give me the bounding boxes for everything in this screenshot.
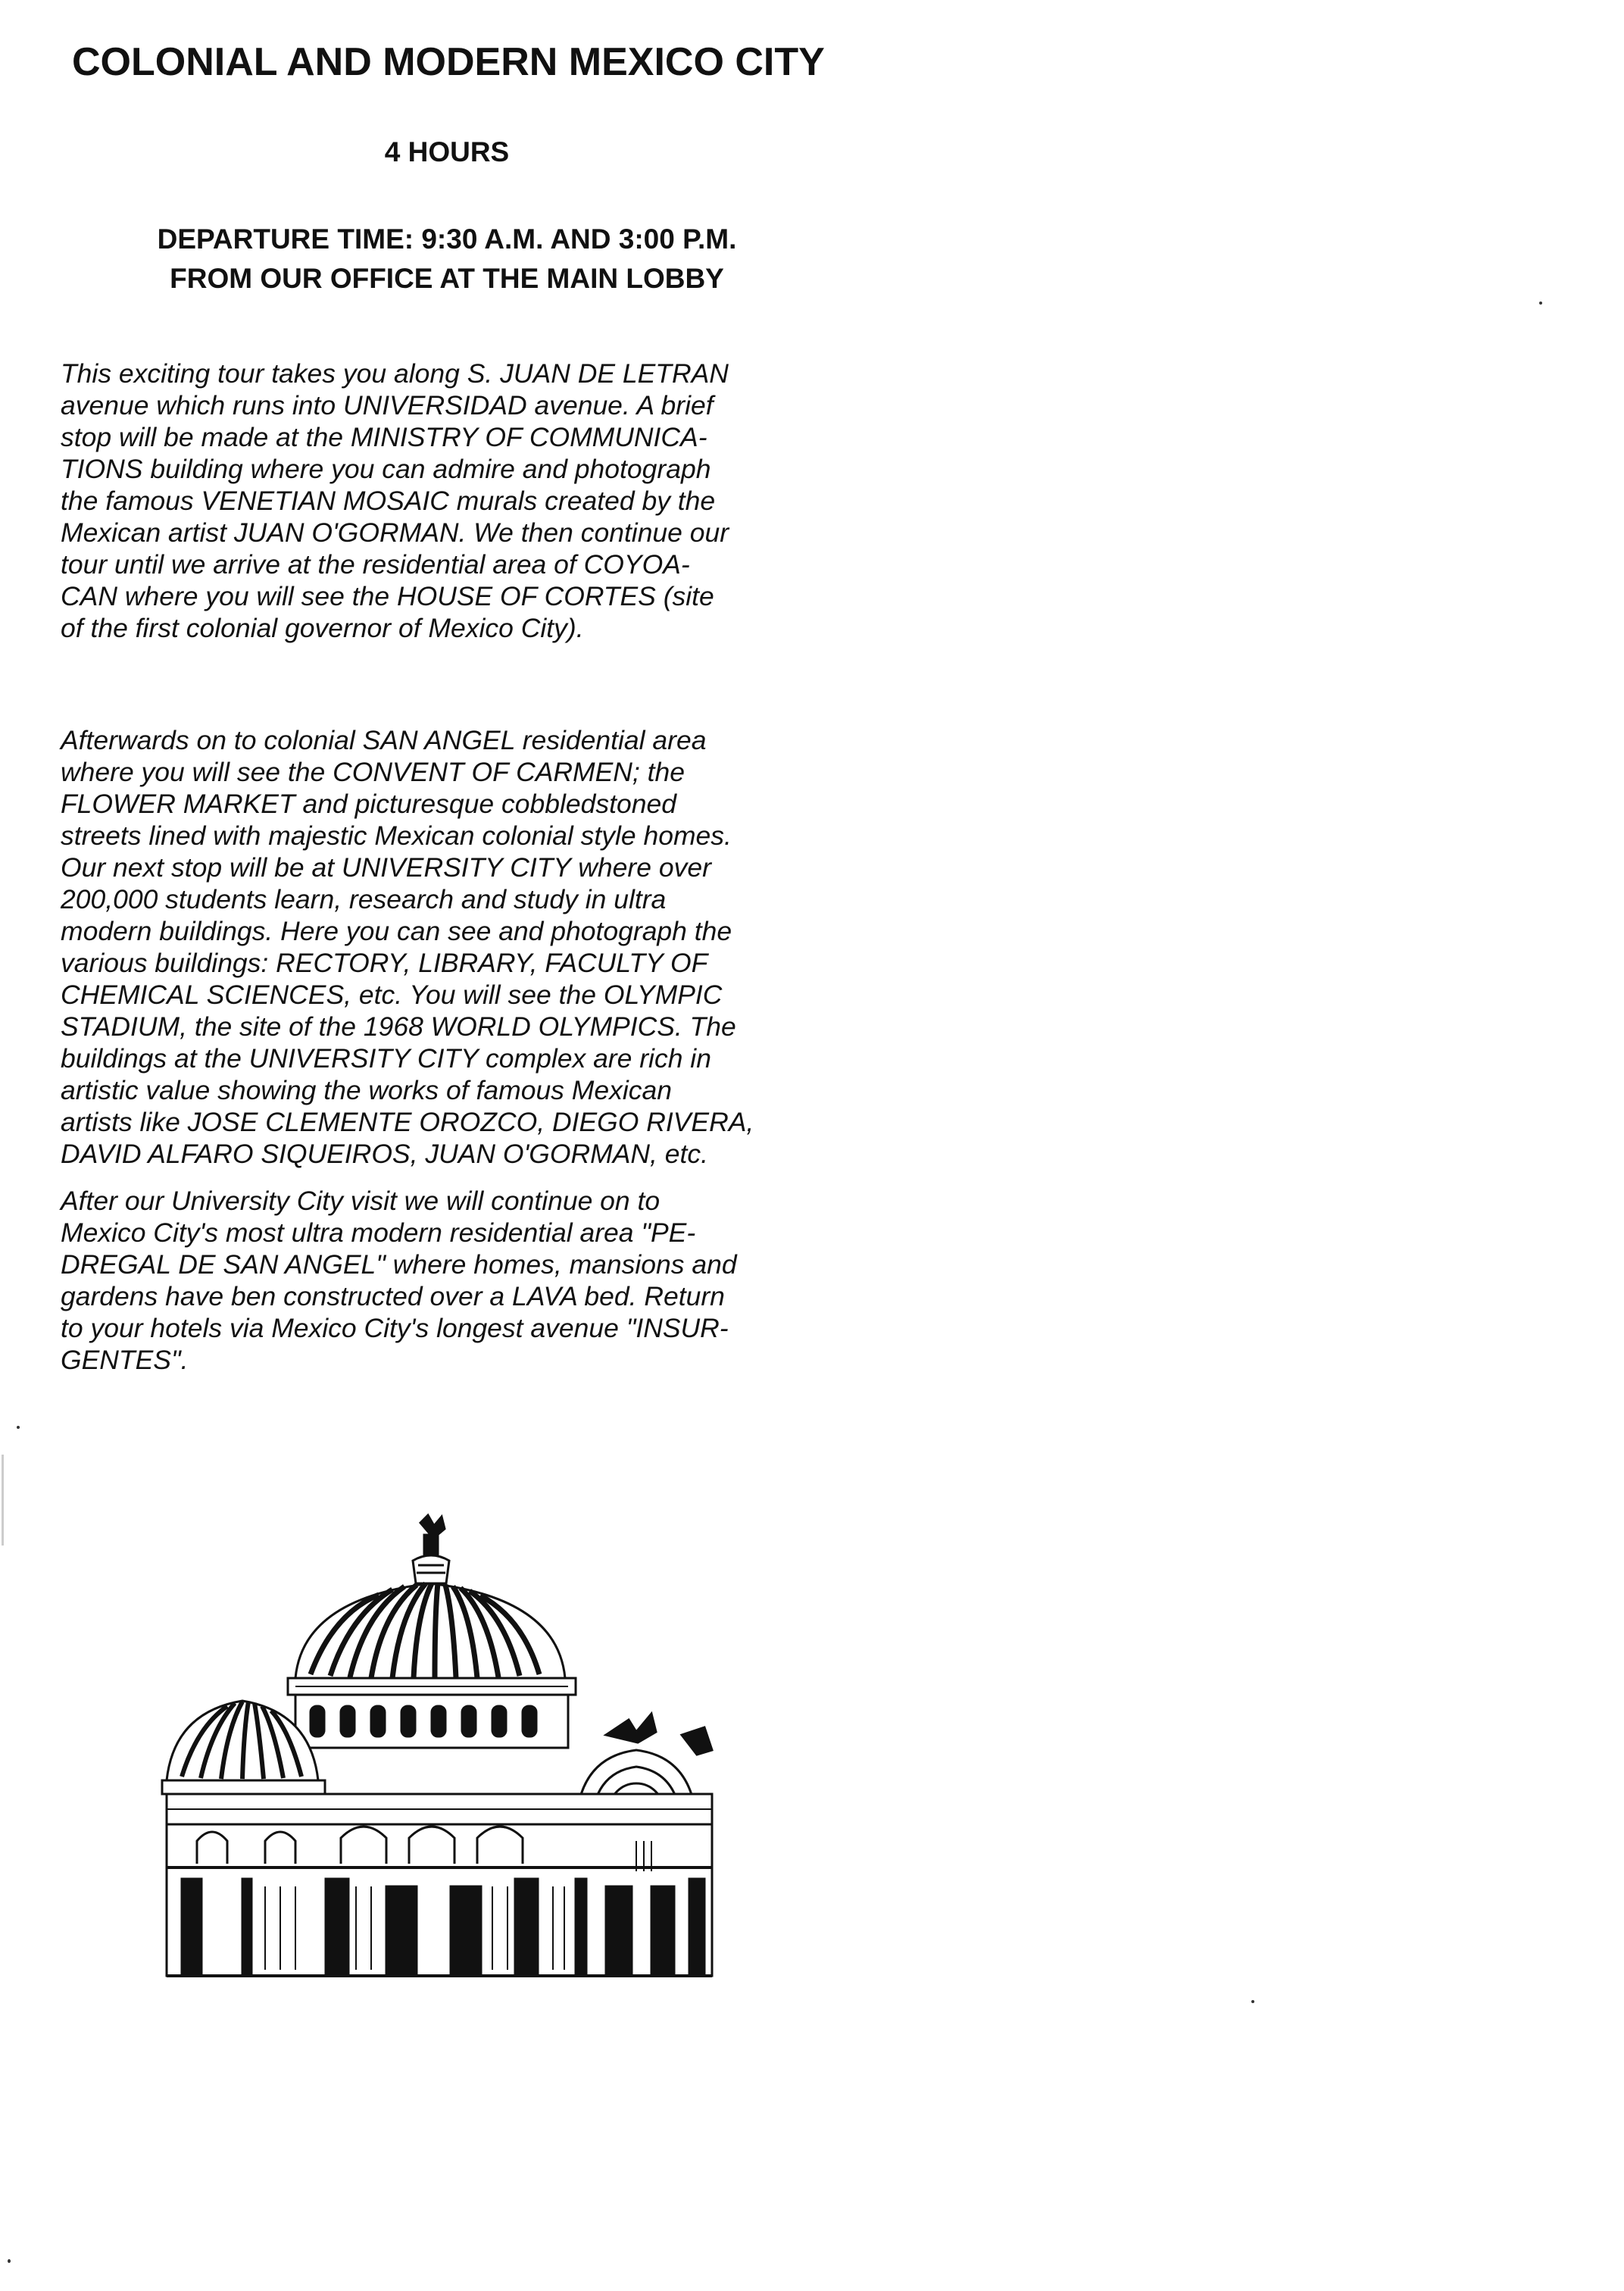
paragraph-line: FLOWER MARKET and picturesque cobbledstoned bbox=[61, 789, 676, 819]
paragraph-line: artists like JOSE CLEMENTE OROZCO, DIEGO RIVERA, bbox=[61, 1107, 754, 1137]
paragraph-line: where you will see the CONVENT OF CARMEN; the bbox=[61, 757, 685, 787]
departure-info bbox=[0, 220, 894, 298]
paragraph-line: modern buildings. Here you can see and photograph the bbox=[61, 916, 732, 946]
paragraph-line: CAN where you will see the HOUSE OF CORTES (site bbox=[61, 581, 714, 611]
paragraph-line: Mexico City's most ultra modern residential area "PE- bbox=[61, 1217, 696, 1248]
paragraph-line: STADIUM, the site of the 1968 WORLD OLYMPICS. The bbox=[61, 1011, 736, 1042]
paragraph-line: of the first colonial governor of Mexico City). bbox=[61, 613, 584, 643]
paragraph-line: CHEMICAL SCIENCES, etc. You will see the OLYMPIC bbox=[61, 980, 723, 1010]
paragraph-line: tour until we arrive at the residential area of COYOA- bbox=[61, 549, 690, 580]
palacio-bellas-artes-illustration bbox=[151, 1508, 727, 1993]
dome-building-drawing bbox=[151, 1508, 727, 1993]
paragraph-line: Afterwards on to colonial SAN ANGEL residential area bbox=[61, 725, 707, 755]
scan-speck bbox=[1251, 2000, 1254, 2003]
paragraph-line: stop will be made at the MINISTRY OF COMMUNICA- bbox=[61, 422, 707, 452]
paragraph-line: various buildings: RECTORY, LIBRARY, FACULTY OF bbox=[61, 948, 708, 978]
scan-speck bbox=[17, 1426, 20, 1429]
paragraph-line: 200,000 students learn, research and study in ultra bbox=[61, 884, 667, 914]
page-title: COLONIAL AND MODERN MEXICO CITY bbox=[72, 40, 825, 84]
scan-speck bbox=[2, 1455, 4, 1546]
tour-paragraph-1 bbox=[61, 358, 833, 644]
paragraph-line: TIONS building where you can admire and photograph bbox=[61, 454, 711, 484]
paragraph-line: to your hotels via Mexico City's longest avenue "INSUR- bbox=[61, 1313, 729, 1343]
paragraph-line: the famous VENETIAN MOSAIC murals created by the bbox=[61, 486, 716, 516]
scan-speck bbox=[8, 2259, 11, 2263]
paragraph-line: DREGAL DE SAN ANGEL" where homes, mansions and bbox=[61, 1249, 737, 1280]
tour-paragraph-2 bbox=[61, 724, 833, 1170]
paragraph-line: buildings at the UNIVERSITY CITY complex are rich in bbox=[61, 1043, 711, 1074]
tour-paragraph-3 bbox=[61, 1185, 833, 1376]
paragraph-line: Our next stop will be at UNIVERSITY CITY where over bbox=[61, 852, 711, 883]
paragraph-line: gardens have ben constructed over a LAVA bed. Return bbox=[61, 1281, 725, 1311]
paragraph-line: GENTES". bbox=[61, 1345, 189, 1375]
tour-duration: 4 HOURS bbox=[384, 136, 510, 167]
scan-speck bbox=[1539, 302, 1542, 305]
paragraph-line: DAVID ALFARO SIQUEIROS, JUAN O'GORMAN, etc. bbox=[61, 1139, 708, 1169]
paragraph-line: Mexican artist JUAN O'GORMAN. We then continue our bbox=[61, 517, 729, 548]
paragraph-line: This exciting tour takes you along S. JUAN DE LETRAN bbox=[61, 358, 729, 389]
paragraph-line: After our University City visit we will continue on to bbox=[61, 1186, 661, 1216]
departure-location: FROM OUR OFFICE AT THE MAIN LOBBY bbox=[170, 263, 724, 294]
paragraph-line: artistic value showing the works of famous Mexican bbox=[61, 1075, 672, 1105]
departure-time: DEPARTURE TIME: 9:30 A.M. AND 3:00 P.M. bbox=[157, 223, 737, 255]
paragraph-line: avenue which runs into UNIVERSIDAD avenue. A brief bbox=[61, 390, 714, 420]
paragraph-line: streets lined with majestic Mexican colonial style homes. bbox=[61, 820, 732, 851]
